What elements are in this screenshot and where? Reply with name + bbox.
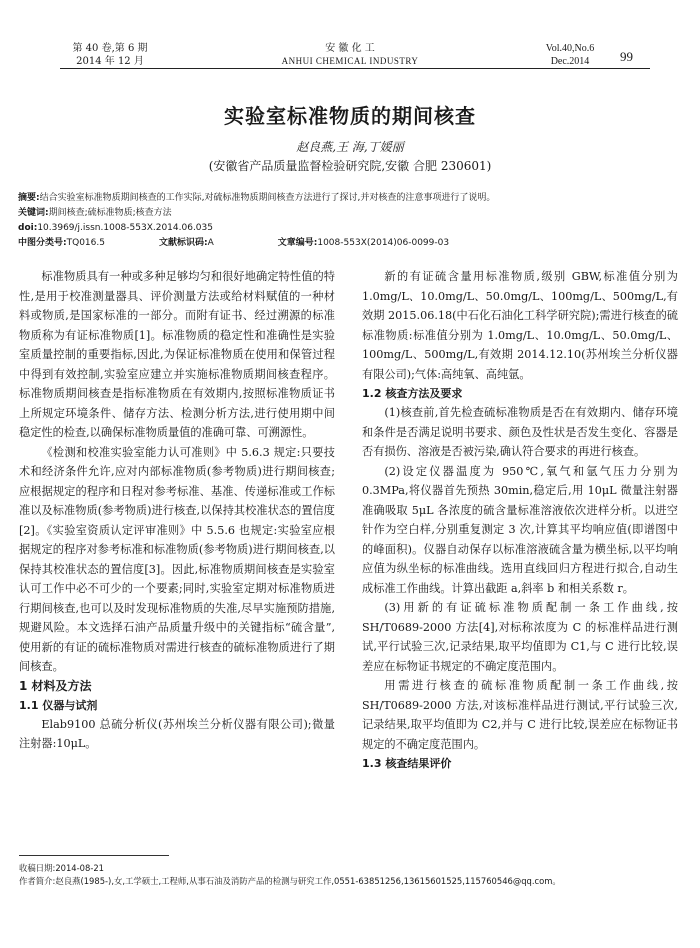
article-affiliation: (安徽省产品质量监督检验研究院,安徽 合肥 230601) <box>208 159 492 173</box>
header-volume-info <box>60 42 160 68</box>
header-volume-info-en <box>538 42 602 68</box>
right-column <box>362 267 678 773</box>
footnote <box>19 862 679 888</box>
clc-label: 中图分类号: <box>18 238 67 248</box>
article-authors: 赵良燕,王 海,丁媛丽 <box>296 140 404 154</box>
footnote-rule <box>19 855 169 856</box>
document-code-text: A <box>207 238 214 248</box>
header-volume-en: Vol.40,No.6 <box>545 43 595 54</box>
body-paragraph: Elab9100 总硫分析仪(苏州埃兰分析仪器有限公司);微量注射器:10μL。 <box>19 717 335 750</box>
article-number-text: 1008-553X(2014)06-0099-03 <box>317 238 450 248</box>
body-paragraph: 用需进行核查的硫标准物质配制一条工作曲线,按 SH/T0689-2000 方法,对该标准样品进行测试,平行试验三次,记录结果,取平均值即为 C2,并与 C 进行比较,误差应在标物证书规定的不确定度范围内。 <box>362 679 678 751</box>
header-date-cn: 2014 年 12 月 <box>76 56 144 67</box>
header-journal-name <box>250 42 450 68</box>
abstract-text: 结合实验室标准物质期间核查的工作实际,对硫标准物质期间核查方法进行了探讨,并对核查的注意事项进行了说明。 <box>39 193 496 203</box>
page-number: 99 <box>620 49 633 64</box>
body-paragraph: 标准物质具有一种或多种足够均匀和很好地确定特性值的特性,是用于校准测量器具、评价测量方法或给材料赋值的一种材料或物质,是国家标准的一部分。而附有证书、经过溯源的标准物质称为有证标准物质[1]。标准物质的稳定性和准确性是实验室质量控制的重要指标,因此,为保证标准物质在使用和保管过程中得到有效控制,实验室应建立并实施标准物质期间核查程序。标准物质期间核查是指标准物质在有效期内,按照标准物质证书上所规定环境条件、储存方法、检测分析方法,进行使用期中间稳定性的检查,以确保标准物质量值的准确可靠、可溯源性。 <box>19 270 335 439</box>
article-title: 实验室标准物质的期间核查 <box>224 104 476 128</box>
header-rule <box>60 68 650 69</box>
received-date: 收稿日期:2014-08-21 <box>19 863 104 873</box>
body-paragraph: 新的有证硫含量用标准物质,级别 GBW,标准值分别为 1.0mg/L、10.0mg/L、50.0mg/L、100mg/L、500mg/L,有效期 2015.06.18(中石化石油化工科学研究院);需进行核查的硫标准物质:标准值分别为 1.0mg/L、10.0mg/L、50.0mg/L、100mg/L、500mg/L,有效期 2014.12.10(苏州埃兰分析仪器有限公司);气体:高纯氧、高纯氩。 <box>362 270 678 381</box>
header-journal-name-cn: 安 徽 化 工 <box>325 43 375 54</box>
doi-text: 10.3969/j.issn.1008-553X.2014.06.035 <box>37 223 213 233</box>
subsection-heading-instruments: 1.1 仪器与试剂 <box>19 698 98 712</box>
body-paragraph: 《检测和校准实验室能力认可准则》中 5.6.3 规定:只要技术和经济条件允许,应对内部标准物质(参考物质)进行期间核查;应根据规定的程序和日程对参考标准、基准、传递标准或工作标准以及标准物质(参考物质)进行核查,以保持其校准状态的置信度[2]。《实验室资质认定评审准则》中 5.5.6 也规定:实验室应根据规定的程序对参考标准和标准物质(参考物质)进行期间核查,以保持其校准状态的置信度[3]。因此,标准物质期间核查是实验室认可工作中必不可少的一个要素;同时,实验室定期对标准物质进行期间核查,也可以及时发现标准物质的失准,尽早实施预防措施,规避风险。本文选择石油产品质量升级中的关键指标“硫含量”,使用新的有证的硫标准物质对需进行核查的硫标准物质进行了期间核查。 <box>19 445 335 673</box>
body-paragraph: (2)设定仪器温度为 950℃,氧气和氩气压力分别为 0.3MPa,将仪器首先预热 30min,稳定后,用 10μL 微量注射器准确吸取 5μL 各浓度的硫含量标准溶液依次进样分析。以进空针作为空白样,分别重复测定 3 次,计算其平均响应值(即谱图中的峰面积)。仪器自动保存以标准溶液硫含量为横坐标,以平均响应值为纵坐标的标准曲线。选用直线回归方程进行拟合,自动生成标准工作曲线。计算出截距 a,斜率 b 和相关系数 r。 <box>362 464 678 595</box>
abstract-label: 摘要: <box>18 193 40 203</box>
body-paragraph: (1)核查前,首先检查硫标准物质是否在有效期内、储存环境和条件是否满足说明书要求、颜色及性状是否发生变化、容器是否有损伤、溶液是否被污染,确认符合要求的再进行核查。 <box>362 406 678 458</box>
clc-text: TQ016.5 <box>66 238 105 248</box>
left-column <box>19 267 335 754</box>
header-date-en: Dec.2014 <box>550 56 590 67</box>
section-heading-materials-methods: 1 材料及方法 <box>19 678 92 693</box>
header-journal-name-en: ANHUI CHEMICAL INDUSTRY <box>281 56 419 66</box>
keywords-text: 期间核查;硫标准物质;核查方法 <box>48 208 172 218</box>
document-code-label: 文献标识码: <box>158 238 208 248</box>
subsection-heading-result-evaluation: 1.3 核查结果评价 <box>362 757 452 770</box>
doi-line <box>18 221 678 236</box>
classification-line <box>18 236 678 251</box>
article-metadata <box>18 191 678 251</box>
header-volume-issue: 第 40 卷,第 6 期 <box>72 43 148 54</box>
subsection-heading-check-method: 1.2 核查方法及要求 <box>362 387 463 400</box>
keywords-line <box>18 206 678 221</box>
author-bio: 作者简介:赵良燕(1985-),女,工学硕士,工程师,从事石油及消防产品的检测与研究工作,0551-63851256,13615601525,115760546@qq.com。 <box>19 876 561 886</box>
doi-label: doi: <box>18 223 38 233</box>
body-paragraph: (3)用新的有证硫标准物质配制一条工作曲线,按 SH/T0689-2000 方法[4],对标称浓度为 C 的标准样品进行测试,平行试验三次,记录结果,取平均值即为 C1,与 C 进行比较,误差应在标物证书规定的不确定度范围内。 <box>362 601 678 673</box>
article-number-label: 文章编号: <box>277 238 318 248</box>
keywords-label: 关键词: <box>18 208 49 218</box>
abstract-line <box>18 191 678 206</box>
